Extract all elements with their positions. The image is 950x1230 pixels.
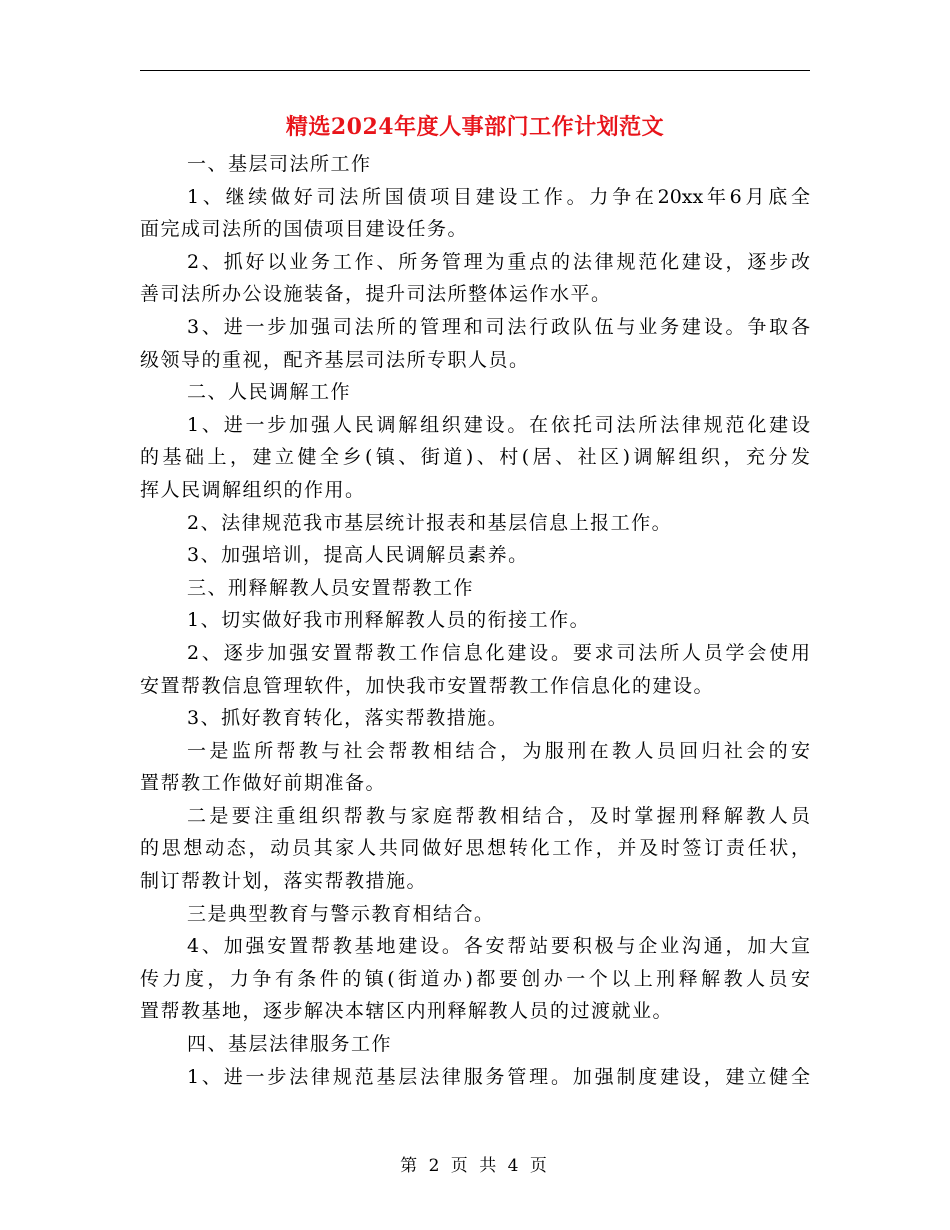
body-line: 三、刑释解教人员安置帮教工作 [187,576,475,599]
body-line: 三是典型教育与警示教育相结合。 [187,902,495,925]
body-line: 安置帮教信息管理软件，加快我市安置帮教工作信息化的建设。 [140,674,715,697]
body-line: 3、进一步加强司法所的管理和司法行政队伍与业务建设。争取各 [187,315,810,338]
document-title: 精选2024年度人事部门工作计划范文 [285,114,665,140]
body-line: 2、逐步加强安置帮教工作信息化建设。要求司法所人员学会使用 [187,641,810,664]
body-line: 二是要注重组织帮教与家庭帮教相结合，及时掌握刑释解教人员 [187,804,810,827]
body-line: 面完成司法所的国债项目建设任务。 [140,218,469,241]
body-line: 挥人民调解组织的作用。 [140,478,366,501]
body-line: 传力度，力争有条件的镇(街道办)都要创办一个以上刑释解教人员安 [140,967,810,990]
body-line: 1、进一步加强人民调解组织建设。在依托司法所法律规范化建设 [187,413,810,436]
body-line: 2、抓好以业务工作、所务管理为重点的法律规范化建设，逐步改 [187,250,810,273]
body-line: 1、切实做好我市刑释解教人员的衔接工作。 [187,609,591,632]
body-line: 的基础上，建立健全乡(镇、街道)、村(居、社区)调解组织，充分发 [140,446,810,469]
body-line: 1、进一步法律规范基层法律服务管理。加强制度建设，建立健全 [187,1065,810,1088]
document-body [140,148,810,1093]
body-line: 级领导的重视，配齐基层司法所专职人员。 [140,348,530,371]
body-line: 1、继续做好司法所国债项目建设工作。力争在20xx年6月底全 [187,185,810,208]
page-footer: 第 2 页 共 4 页 [400,1156,550,1176]
body-line: 置帮教基地，逐步解决本辖区内刑释解教人员的过渡就业。 [140,1000,674,1023]
body-line: 一、基层司法所工作 [187,153,372,175]
header-rule [140,70,810,71]
body-line: 一是监所帮教与社会帮教相结合，为服刑在教人员回归社会的安 [187,739,810,762]
body-line: 四、基层法律服务工作 [187,1033,393,1056]
body-line: 3、抓好教育转化，落实帮教措施。 [187,707,509,730]
body-line: 2、法律规范我市基层统计报表和基层信息上报工作。 [187,511,673,534]
body-line: 二、人民调解工作 [187,381,352,404]
body-line: 的思想动态，动员其家人共同做好思想转化工作，并及时签订责任状， [140,837,810,860]
body-line: 善司法所办公设施装备，提升司法所整体运作水平。 [140,283,612,306]
body-line: 置帮教工作做好前期准备。 [140,772,387,795]
body-line: 制订帮教计划，落实帮教措施。 [140,870,428,893]
body-line: 3、加强培训，提高人民调解员素养。 [187,544,529,567]
body-line: 4、加强安置帮教基地建设。各安帮站要积极与企业沟通，加大宣 [187,935,810,958]
